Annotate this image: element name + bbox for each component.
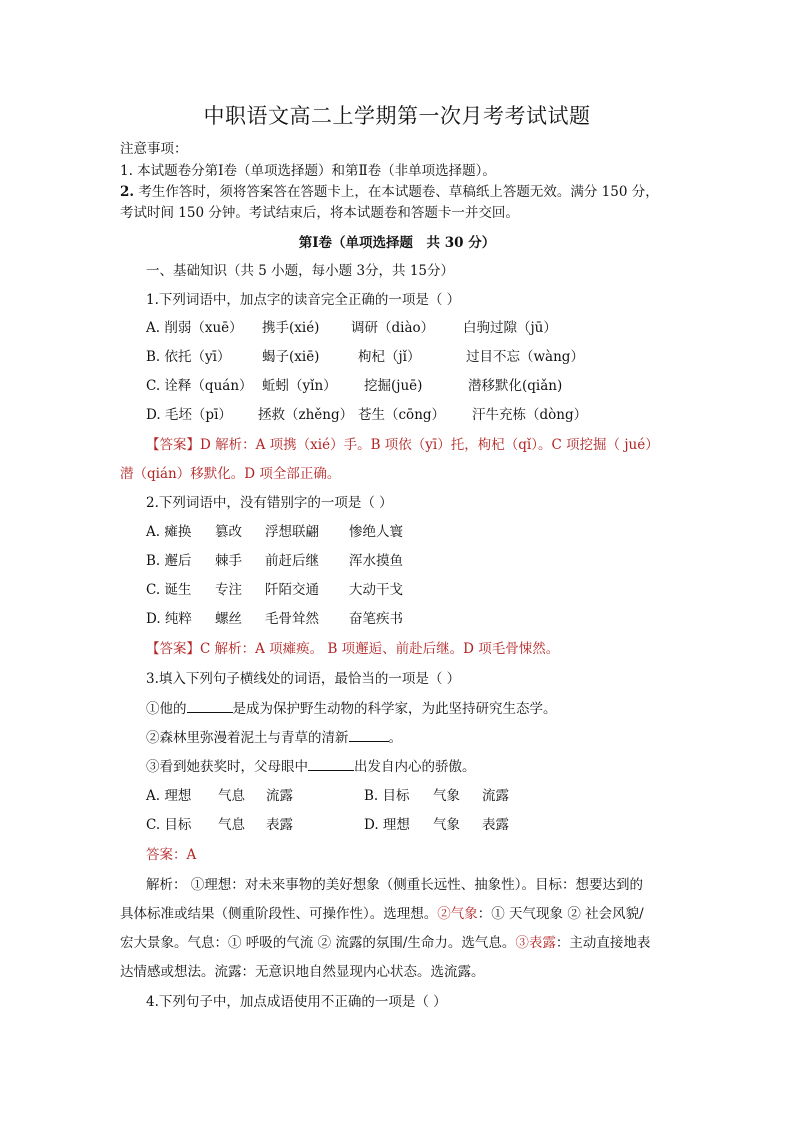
question-4-stem: 4.下列句子中，加点成语使用不正确的一项是（ ） xyxy=(146,994,447,1010)
question-3-sentence-2 xyxy=(146,729,402,747)
option-cell: 气息 xyxy=(218,788,245,804)
option-cell: 过目不忘（wàng） xyxy=(466,349,584,365)
option-cell: C. 诞生 xyxy=(146,582,192,598)
question-3-sentence-1 xyxy=(146,700,557,718)
option-cell: B. 目标 xyxy=(364,788,410,804)
option-cell: 篡改 xyxy=(215,524,242,540)
option-cell: 气象 xyxy=(433,817,460,833)
option-cell: D. 理想 xyxy=(364,817,410,833)
option-cell: 拯救（zhěng） xyxy=(258,407,354,423)
option-cell: 表露 xyxy=(266,817,293,833)
option-cell: 浮想联翩 xyxy=(265,524,319,540)
explanation-text: 具体标准或结果（侧重阶段性、可操作性）。选理想。 xyxy=(120,906,438,922)
option-cell: 大动干戈 xyxy=(349,582,403,598)
explanation-text: 宏大景象。气息：① 呼吸的气流 ② 流露的氛围/生命力。选气息。 xyxy=(120,935,516,951)
option-cell: 惨绝人寰 xyxy=(349,524,403,540)
question-3-explanation-2 xyxy=(120,905,644,923)
option-cell: D. 纯粹 xyxy=(146,611,192,627)
option-cell: 蝎子(xiē) xyxy=(262,349,320,365)
fill-blank xyxy=(187,700,233,713)
option-cell: 表露 xyxy=(482,817,509,833)
sentence-text: 。 xyxy=(388,730,402,746)
option-cell: 气象 xyxy=(433,788,460,804)
note-2-text: 考生作答时，须将答案答在答题卡上，在本试题卷、草稿纸上答题无效。满分 150 分， xyxy=(134,184,659,200)
fill-blank xyxy=(308,758,354,771)
notes-heading: 注意事项： xyxy=(120,141,188,157)
option-cell: 枸杞（jǐ） xyxy=(358,349,421,365)
option-cell: 气息 xyxy=(218,817,245,833)
page-title: 中职语文高二上学期第一次月考考试试题 xyxy=(203,104,591,128)
sentence-text: 是成为保护野生动物的科学家，为此坚持研究生态学。 xyxy=(232,701,557,717)
option-cell: 浑水摸鱼 xyxy=(349,553,403,569)
question-3-explanation-4: 达情感或想法。流露：无意识地自然显现内心状态。选流露。 xyxy=(120,964,485,980)
option-cell: A. 理想 xyxy=(146,788,192,804)
option-cell: 苍生（cōng） xyxy=(358,407,446,423)
option-cell: 白驹过隙（jū） xyxy=(463,320,557,336)
question-3-explanation-1: 解析： ①理想：对未来事物的美好想象（侧重长远性、抽象性）。目标：想要达到的 xyxy=(146,877,644,893)
question-3-answer: 答案：A xyxy=(146,847,197,863)
note-2-continued: 考试时间 150 分钟。考试结束后，将本试题卷和答题卡一并交回。 xyxy=(120,205,519,221)
note-2-number: 2. xyxy=(120,184,135,200)
option-cell: A. 瘫换 xyxy=(146,524,192,540)
sentence-text: ①他的 xyxy=(146,701,187,717)
option-cell: 流露 xyxy=(266,788,293,804)
explanation-text: ：主动直接地表 xyxy=(555,935,651,951)
option-cell: 调研（diào） xyxy=(351,320,435,336)
option-cell: 携手(xié) xyxy=(262,320,320,336)
note-2 xyxy=(120,183,659,201)
option-cell: 阡陌交通 xyxy=(265,582,319,598)
option-cell: 汗牛充栋（dòng） xyxy=(472,407,588,423)
option-cell: 前赶后继 xyxy=(265,553,319,569)
fill-blank xyxy=(349,729,389,742)
option-cell: D. 毛坯（pī） xyxy=(146,407,232,423)
option-cell: 螺丝 xyxy=(215,611,242,627)
option-cell: C. 诠释（quán） xyxy=(146,378,253,394)
question-3-sentence-3 xyxy=(146,758,476,776)
option-cell: 棘手 xyxy=(215,553,242,569)
question-3-stem: 3.填入下列句子横线处的词语，最恰当的一项是（ ） xyxy=(146,671,461,687)
option-cell: 毛骨耸然 xyxy=(265,611,319,627)
option-cell: 蚯蚓（yǐn） xyxy=(262,378,337,394)
question-1-answer: 【答案】D 解析：A 项携（xié）手。B 项依（yī）托，枸杞（qǐ）。C 项挖掘（ jué） xyxy=(146,437,659,453)
option-cell: 奋笔疾书 xyxy=(349,611,403,627)
explanation-term: ②气象 xyxy=(437,906,478,922)
option-cell: C. 目标 xyxy=(146,817,192,833)
explanation-term: ③表露 xyxy=(515,935,556,951)
sentence-text: ②森林里弥漫着泥土与青草的清新 xyxy=(146,730,349,746)
question-2-answer: 【答案】C 解析：A 项瘫痪。 B 项邂逅、前赴后继。D 项毛骨悚然。 xyxy=(146,641,560,657)
option-cell: 挖掘(juē) xyxy=(364,378,423,394)
part-heading: 一、基础知识（共 5 小题，每小题 3分，共 15分） xyxy=(146,263,455,279)
question-1-stem: 1.下列词语中，加点字的读音完全正确的一项是（ ） xyxy=(146,292,461,308)
question-1-answer-continued: 潜（qián）移默化。D 项全部正确。 xyxy=(120,466,341,482)
option-cell: 流露 xyxy=(482,788,509,804)
option-cell: 专注 xyxy=(215,582,242,598)
option-cell: B. 依托（yī） xyxy=(146,349,231,365)
option-cell: B. 邂后 xyxy=(146,553,192,569)
sentence-text: ③看到她获奖时，父母眼中 xyxy=(146,759,308,775)
explanation-text: ：① 天气现象 ② 社会风貌/ xyxy=(477,906,644,922)
section-heading: 第Ⅰ卷（单项选择题 共 30 分） xyxy=(298,235,496,251)
question-3-explanation-3 xyxy=(120,934,650,952)
question-2-stem: 2.下列词语中，没有错别字的一项是（ ） xyxy=(146,495,393,511)
option-cell: 潜移默化(qiǎn) xyxy=(468,378,563,394)
sentence-text: 出发自内心的骄傲。 xyxy=(354,759,476,775)
note-1: 1. 本试题卷分第Ⅰ卷（单项选择题）和第Ⅱ卷（非单项选择题）。 xyxy=(120,163,496,179)
option-cell: A. 削弱（xuē） xyxy=(146,320,243,336)
